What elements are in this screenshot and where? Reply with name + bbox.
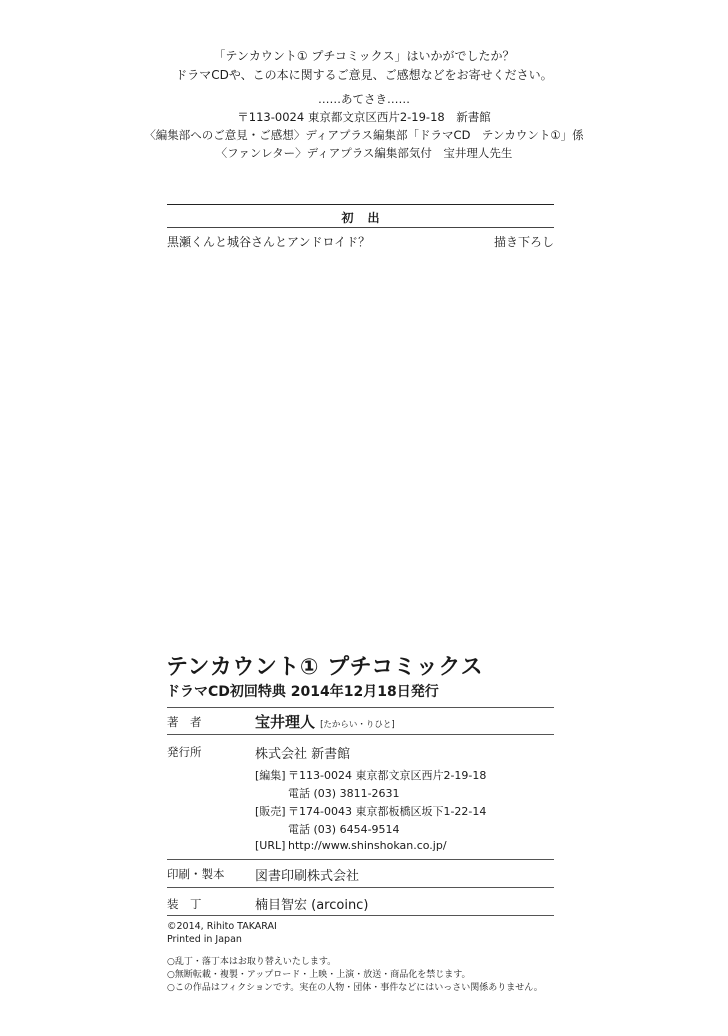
mailing-address: 〒113-0024 東京都文京区西片2-19-18 新書館 [237,110,491,124]
editorial-tag: [編集] [255,769,286,782]
design-value: 楠目智宏 (arcoinc) [255,898,369,913]
author-reading: [たからい・りひと] [320,720,395,730]
editorial-contact-target: ディアプラス編集部「ドラマCD テンカウント①」係 [305,128,584,142]
sales-tag: [販売] [255,805,286,818]
printing-rule [167,887,554,888]
colophon-top-rule [167,707,554,708]
copyright: ©2014, Rihito TAKARAI [167,921,277,932]
address-heading: ……あてさき…… [318,92,410,106]
url-tag: [URL] [255,839,286,852]
first-appearance-mid-rule [167,227,554,228]
author-label: 著 者 [167,715,202,729]
author-entry [255,711,395,732]
author-rule [167,734,554,735]
editorial-contact-label: 〈編集部へのご意見・ご感想〉 [144,128,306,142]
editorial-address: 〒113-0024 東京都文京区西片2-19-18 [288,769,487,782]
note-item: ○この作品はフィクションです。実在の人物・団体・事件などにはいっさい関係ありません。 [167,983,543,993]
publisher-rule [167,859,554,860]
first-appearance-title: 黒瀬くんと城谷さんとアンドロイド？ [167,235,371,249]
first-appearance-source: 描き下ろし [494,235,555,249]
note-item: ○乱丁・落丁本はお取り替えいたします。 [167,957,337,967]
publisher-label: 発行所 [167,745,202,759]
sales-phone: 電話 (03) 6454-9514 [288,823,400,836]
editorial-phone: 電話 (03) 3811-2631 [288,787,400,800]
printing-value: 図書印刷株式会社 [255,869,360,884]
note-item: ○無断転載・複製・アップロード・上映・上演・放送・商品化を禁じます。 [167,970,471,980]
printed-in: Printed in Japan [167,934,242,945]
author-name: 宝井理人 [255,713,316,731]
reader-question: 「テンカウント① プチコミックス」はいかがでしたか？ [213,49,515,63]
fan-letter-contact [0,144,728,162]
book-title: テンカウント① プチコミックス [166,655,484,680]
printing-label: 印刷・製本 [167,867,225,881]
design-rule [167,915,554,916]
fan-letter-label: 〈ファンレター〉 [215,146,307,160]
first-appearance-top-rule [167,204,554,205]
editorial-contact [0,126,728,144]
edition-line: ドラマCD初回特典 2014年12月18日発行 [166,684,439,700]
design-label: 装 丁 [167,897,202,911]
publisher-url[interactable]: http://www.shinshokan.co.jp/ [288,839,447,852]
reader-request: ドラマCDや、この本に関するご意見、ご感想などをお寄せください。 [175,68,553,82]
first-appearance-heading: 初出 [341,211,394,225]
sales-address: 〒174-0043 東京都板橋区坂下1-22-14 [288,805,487,818]
publisher-name: 株式会社 新書館 [255,747,351,762]
fan-letter-target: ディアプラス編集部気付 宝井理人先生 [306,146,513,160]
